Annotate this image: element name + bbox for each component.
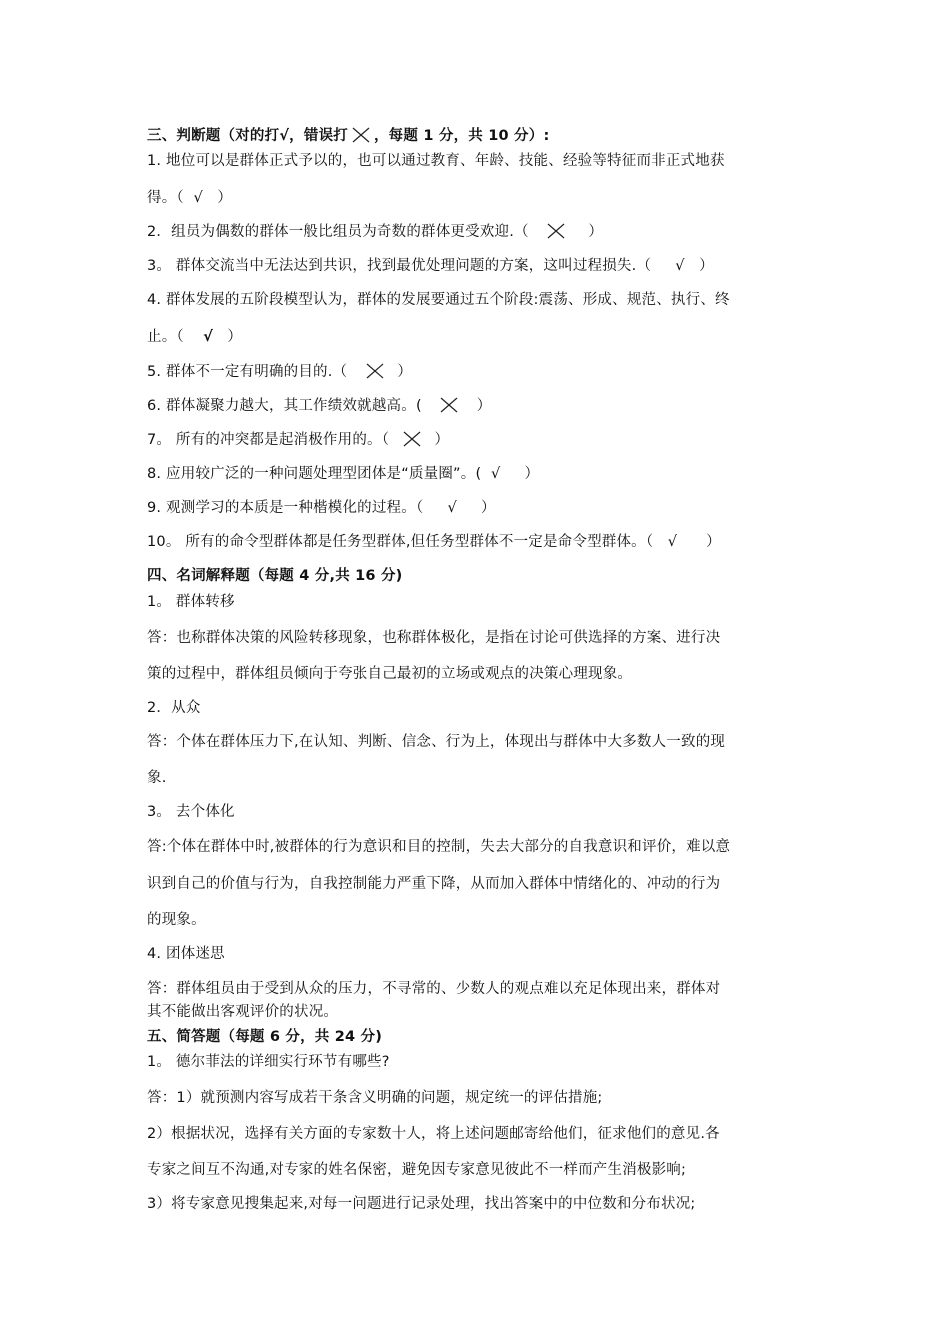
text: ） (480, 500, 496, 516)
check-mark: √ (193, 190, 203, 206)
text: 10。 所有的命令型群体都是任务型群体,但任务型群体不一定是命令型群体。（ (147, 534, 654, 550)
sq-1: 1。 德尔菲法的详细实行环节有哪些? (147, 1054, 390, 1070)
text: 得。（ (147, 190, 184, 206)
text: ） (699, 258, 714, 274)
text: ） (524, 466, 540, 482)
q9 (147, 498, 812, 518)
term-4: 4. 团体迷思 (147, 946, 225, 962)
text: ） (476, 398, 492, 414)
text: ） (588, 224, 604, 240)
section-4-heading: 四、名词解释题（每题 4 分,共 16 分) (147, 568, 403, 584)
check-mark: √ (490, 466, 501, 482)
sa-2-line1: 2）根据状况，选择有关方面的专家数十人，将上述问题邮寄给他们，征求他们的意见.各 (147, 1126, 720, 1142)
sa-3: 3）将专家意见搜集起来,对每一问题进行记录处理，找出答案中的中位数和分布状况; (147, 1196, 696, 1212)
text: 5. 群体不一定有明确的目的.（ (147, 364, 348, 380)
answer-4-line1: 答：群体组员由于受到从众的压力，不寻常的、少数人的观点难以充足体现出来，群体对 (147, 981, 721, 997)
term-1: 1。 群体转移 (147, 594, 235, 610)
answer-2-line1: 答：个体在群体压力下,在认知、判断、信念、行为上，体现出与群体中大多数人一致的现 (147, 734, 726, 750)
answer-3-line2: 识到自己的价值与行为，自我控制能力严重下降，从而加入群体中情绪化的、冲动的行为 (147, 876, 721, 892)
q1-line2 (147, 188, 812, 208)
cross-mark-icon (350, 126, 372, 144)
check-mark: √ (203, 329, 213, 345)
cross-mark-icon (364, 362, 386, 380)
q5 (147, 362, 812, 382)
q10 (147, 532, 812, 552)
answer-2-line2: 象. (147, 770, 167, 786)
text: ） (397, 364, 413, 380)
q8 (147, 464, 812, 484)
text: 止。（ (147, 329, 184, 345)
answer-3-line1: 答:个体在群体中时,被群体的行为意识和目的控制，失去大部分的自我意识和评价，难以意 (147, 839, 731, 855)
q3 (147, 256, 812, 276)
sa-1: 答：1）就预测内容写成若干条含义明确的问题，规定统一的评估措施; (147, 1090, 603, 1106)
text: ） (706, 534, 721, 550)
text: 9. 观测学习的本质是一种楷模化的过程。（ (147, 500, 424, 516)
q4-line2 (147, 327, 812, 347)
text: 8. 应用较广泛的一种问题处理型团体是“质量圈”。( (147, 466, 482, 482)
text: ） (217, 190, 233, 206)
check-mark: √ (447, 500, 457, 516)
check-mark: √ (675, 258, 685, 274)
q4-line1: 4. 群体发展的五阶段模型认为，群体的发展要通过五个阶段:震荡、形成、规范、执行、终 (147, 292, 730, 308)
term-2: 2．从众 (147, 700, 201, 716)
answer-3-line3: 的现象。 (147, 912, 206, 928)
cross-mark-icon (545, 222, 567, 240)
check-mark: √ (667, 534, 678, 550)
text: 3。 群体交流当中无法达到共识，找到最优处理问题的方案，这叫过程损失.（ (147, 258, 652, 274)
answer-1-line1: 答：也称群体决策的风险转移现象，也称群体极化，是指在讨论可供选择的方案、进行决 (147, 630, 721, 646)
q7 (147, 430, 812, 450)
q1-line1: 1. 地位可以是群体正式予以的，也可以通过教育、年龄、技能、经验等特征而非正式地获 (147, 153, 725, 169)
term-3: 3。 去个体化 (147, 804, 235, 820)
q2 (147, 222, 812, 242)
text: 6. 群体凝聚力越大，其工作绩效就越高。( (147, 398, 422, 414)
heading-text: 三、判断题（对的打√，错误打 (147, 128, 348, 144)
answer-1-line2: 策的过程中，群体组员倾向于夸张自己最初的立场或观点的决策心理现象。 (147, 666, 633, 682)
cross-mark-icon (401, 430, 423, 448)
section-3-heading (147, 126, 812, 146)
heading-text: ，每题 1 分，共 10 分）: (373, 128, 550, 144)
cross-mark-icon (438, 396, 460, 414)
text: 2．组员为偶数的群体一般比组员为奇数的群体更受欢迎.（ (147, 224, 529, 240)
text: ） (434, 432, 450, 448)
sa-2-line2: 专家之间互不沟通,对专家的姓名保密，避免因专家意见彼此不一样而产生消极影响; (147, 1162, 687, 1178)
section-5-heading: 五、简答题（每题 6 分，共 24 分) (147, 1029, 383, 1045)
text: ） (227, 329, 243, 345)
text: 7。 所有的冲突都是起消极作用的。（ (147, 432, 390, 448)
q6 (147, 396, 812, 416)
answer-4-line2: 其不能做出客观评价的状况。 (147, 1004, 339, 1020)
